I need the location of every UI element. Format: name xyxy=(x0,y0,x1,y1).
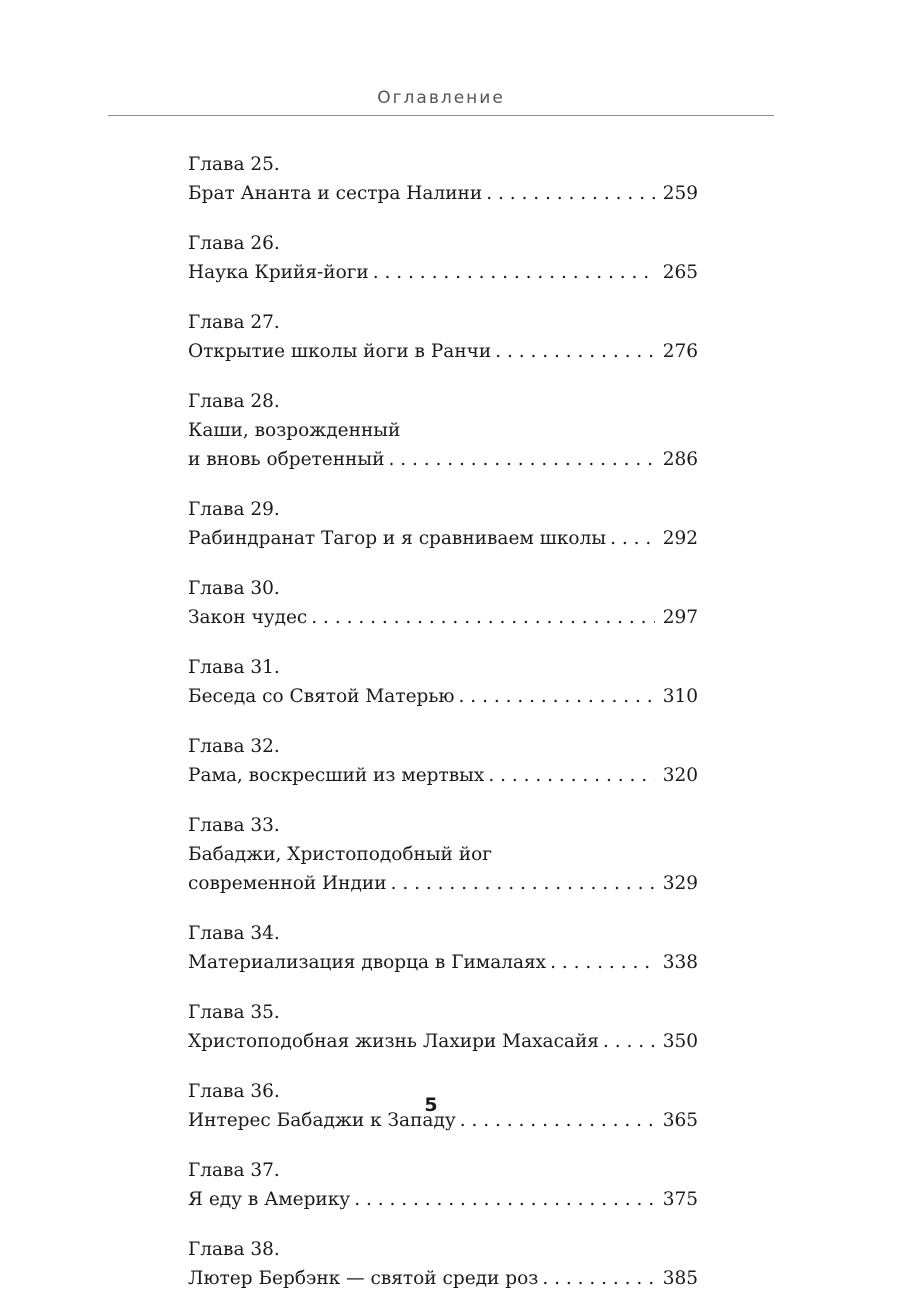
dot-leader xyxy=(391,869,655,898)
chapter-number: Глава 28. xyxy=(188,391,280,412)
chapter-number: Глава 29. xyxy=(188,499,280,520)
page-number: 320 xyxy=(662,765,698,786)
page-number: 286 xyxy=(662,449,698,470)
dot-leader xyxy=(388,445,654,474)
toc-entry[interactable] xyxy=(188,387,698,474)
chapter-number: Глава 37. xyxy=(188,1160,280,1181)
chapter-title: Беседа со Святой Матерью xyxy=(188,686,455,707)
dot-leader xyxy=(610,524,655,553)
page-number: 276 xyxy=(662,341,698,362)
chapter-number: Глава 36. xyxy=(188,1081,280,1102)
toc-title-line xyxy=(188,948,698,977)
chapter-title: и вновь обретенный xyxy=(188,449,385,470)
page-number: 365 xyxy=(662,1110,698,1131)
chapter-number: Глава 30. xyxy=(188,578,280,599)
toc-title-line xyxy=(188,869,698,898)
chapter-title: Я еду в Америку xyxy=(188,1189,351,1210)
toc-entry[interactable] xyxy=(188,919,698,977)
toc-entry[interactable] xyxy=(188,811,698,898)
toc-entry[interactable] xyxy=(188,1156,698,1214)
chapter-number: Глава 38. xyxy=(188,1239,280,1260)
chapter-title-first-line: Каши, возрожденный xyxy=(188,420,401,441)
toc-title-line xyxy=(188,337,698,366)
toc-entry[interactable] xyxy=(188,229,698,287)
dot-leader xyxy=(488,761,654,790)
toc-entry[interactable] xyxy=(188,150,698,208)
chapter-title: Наука Крийя-йоги xyxy=(188,262,369,283)
toc-entry[interactable] xyxy=(188,732,698,790)
chapter-title: Интерес Бабаджи к Западу xyxy=(188,1110,456,1131)
chapter-title: Закон чудес xyxy=(188,607,308,628)
header-divider xyxy=(108,115,774,116)
toc-title-line xyxy=(188,445,698,474)
chapter-number: Глава 33. xyxy=(188,815,280,836)
page-number: 292 xyxy=(662,528,698,549)
toc-title-line xyxy=(188,1264,698,1293)
dot-leader xyxy=(542,1264,654,1293)
chapter-title: Рабиндранат Тагор и я сравниваем школы xyxy=(188,528,607,549)
chapter-number: Глава 32. xyxy=(188,736,280,757)
toc-entry[interactable] xyxy=(188,574,698,632)
chapter-number: Глава 25. xyxy=(188,154,280,175)
chapter-title: Лютер Бербэнк — святой среди роз xyxy=(188,1268,539,1289)
chapter-title: современной Индии xyxy=(188,873,387,894)
toc-entry[interactable] xyxy=(188,1235,698,1293)
chapter-number: Глава 26. xyxy=(188,233,280,254)
page-number: 310 xyxy=(662,686,698,707)
dot-leader xyxy=(486,179,654,208)
page-number: 259 xyxy=(662,183,698,204)
toc-title-line xyxy=(188,603,698,632)
toc-title-line xyxy=(188,258,698,287)
chapter-number: Глава 31. xyxy=(188,657,280,678)
chapter-number: Глава 35. xyxy=(188,1002,280,1023)
dot-leader xyxy=(495,337,654,366)
toc-title-line xyxy=(188,761,698,790)
toc-title-line xyxy=(188,682,698,711)
dot-leader xyxy=(603,1027,655,1056)
page-folio: 5 xyxy=(424,1094,438,1116)
toc-title-line xyxy=(188,524,698,553)
chapter-title: Христоподобная жизнь Лахири Махасайя xyxy=(188,1031,599,1052)
running-head: Оглавление xyxy=(377,88,505,108)
toc-entry[interactable] xyxy=(188,653,698,711)
page-number: 385 xyxy=(662,1268,698,1289)
chapter-title: Материализация дворца в Гималаях xyxy=(188,952,547,973)
page-number: 338 xyxy=(662,952,698,973)
toc-title-line xyxy=(188,179,698,208)
chapter-number: Глава 27. xyxy=(188,312,280,333)
page-number: 350 xyxy=(662,1031,698,1052)
page-number: 265 xyxy=(662,262,698,283)
chapter-title: Брат Ананта и сестра Налини xyxy=(188,183,483,204)
chapter-title: Открытие школы йоги в Ранчи xyxy=(188,341,492,362)
toc-title-line xyxy=(188,1027,698,1056)
dot-leader xyxy=(550,948,655,977)
page-number: 329 xyxy=(662,873,698,894)
chapter-title-first-line: Бабаджи, Христоподобный йог xyxy=(188,844,492,865)
page-number: 297 xyxy=(662,607,698,628)
table-of-contents xyxy=(188,150,698,1314)
chapter-title: Рама, воскресший из мертвых xyxy=(188,765,485,786)
chapter-number: Глава 34. xyxy=(188,923,280,944)
toc-entry[interactable] xyxy=(188,998,698,1056)
dot-leader xyxy=(459,682,655,711)
toc-entry[interactable] xyxy=(188,308,698,366)
page-number: 375 xyxy=(662,1189,698,1210)
dot-leader xyxy=(373,258,655,287)
dot-leader xyxy=(311,603,654,632)
toc-entry[interactable] xyxy=(188,495,698,553)
